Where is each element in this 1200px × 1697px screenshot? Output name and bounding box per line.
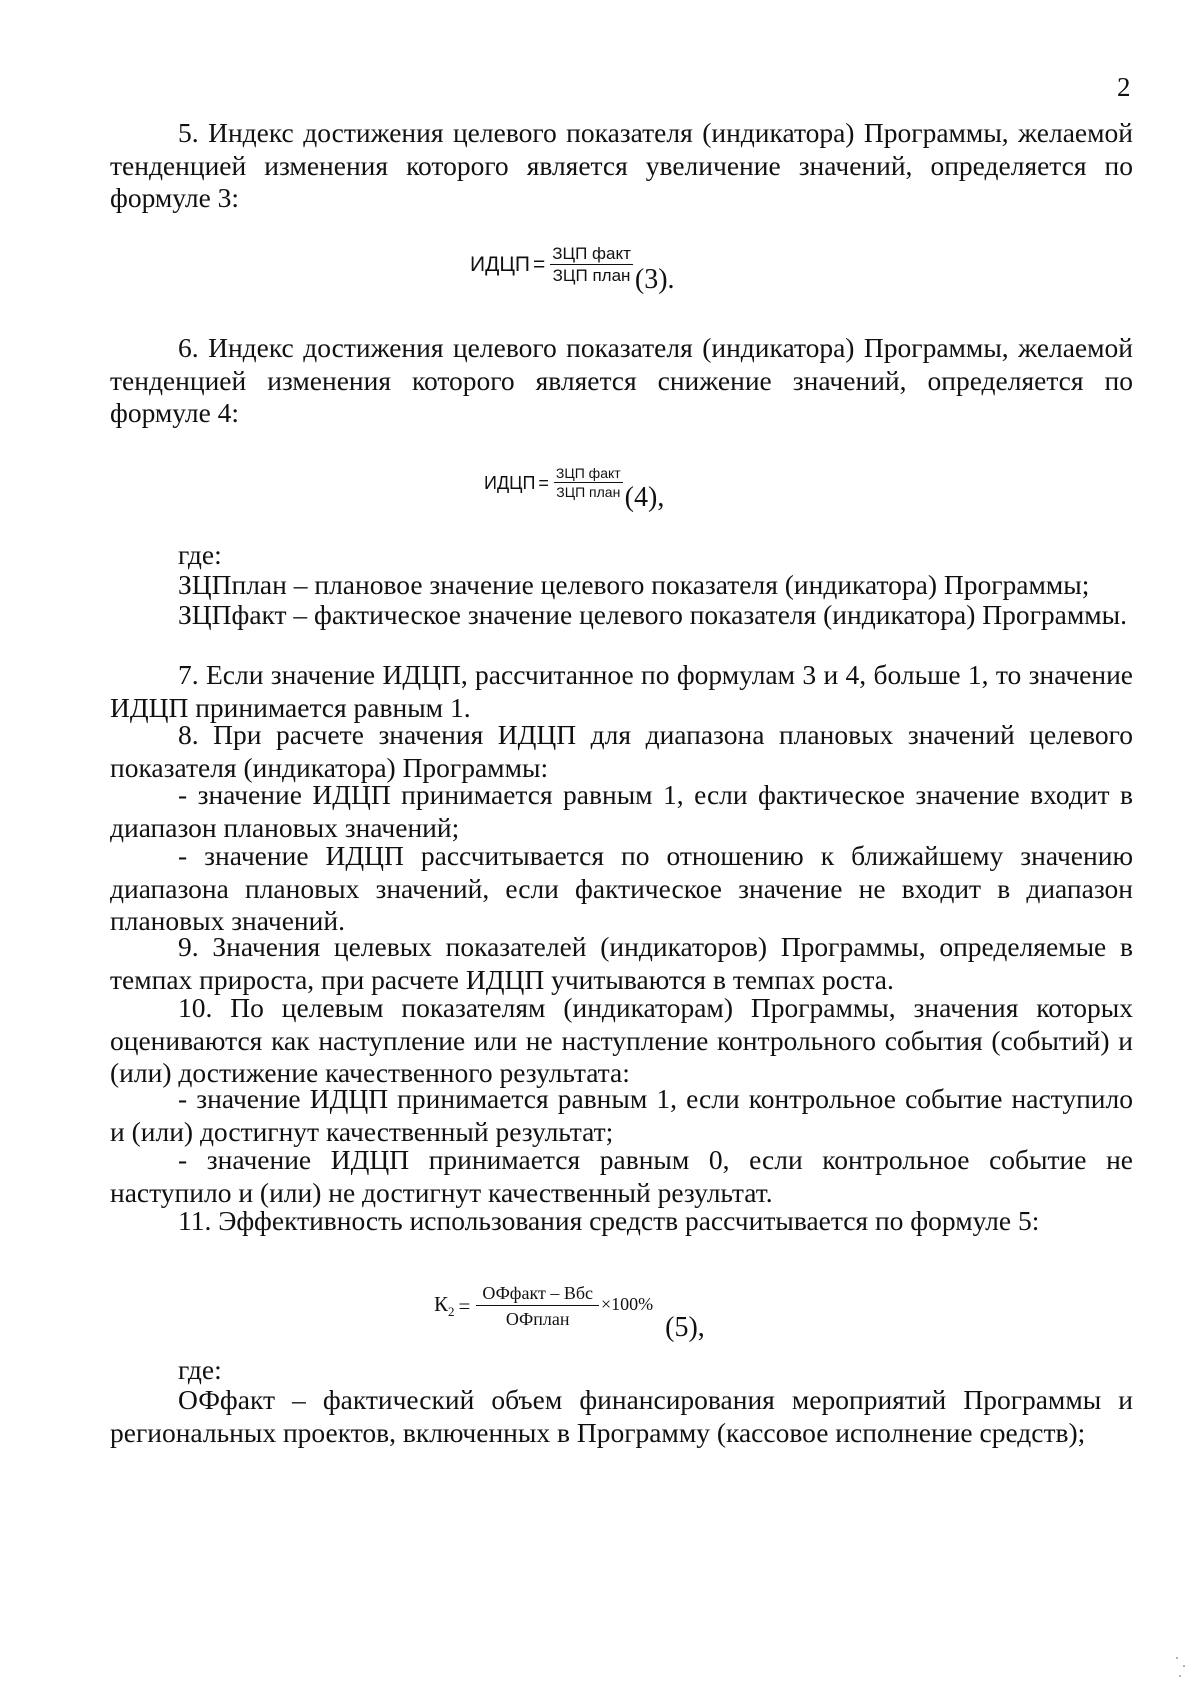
definition-zcp-fact: ЗЦПфакт – фактическое значение целевого показателя (индикатора) Программы. xyxy=(178,599,1128,630)
paragraph-5: 5. Индекс достижения целевого показателя (индикатора) Программы, желаемой тенденцией изменения которого является увеличение значений, определяется по формуле 3: xyxy=(110,117,1133,213)
paragraph-11: 11. Эффективность использования средств рассчитывается по формуле 5: xyxy=(178,1205,1040,1236)
paragraph-6: 6. Индекс достижения целевого показателя (индикатора) Программы, желаемой тенденцией изменения которого является снижение значений, определяется по формуле 4: xyxy=(110,332,1133,428)
formula-3-denominator: ЗЦП план xyxy=(552,266,631,285)
formula-4-tag: (4), xyxy=(624,482,665,513)
scan-speck xyxy=(1179,1675,1181,1677)
paragraph-8-item-a: - значение ИДЦП принимается равным 1, если фактическое значение входит в диапазон плановых значений; xyxy=(110,779,1133,843)
formula-5-lhs xyxy=(434,1292,455,1320)
formula-5-lhs-letter: К xyxy=(434,1291,449,1316)
formula-5 xyxy=(434,1268,705,1344)
formula-5-numerator: ОФфакт – Вбс xyxy=(476,1284,599,1306)
formula-3-fraction xyxy=(550,245,633,285)
paragraph-8: 8. При расчете значения ИДЦП для диапазона плановых значений целевого показателя (индикатора) Программы: xyxy=(110,719,1133,783)
where-label-1: где: xyxy=(178,539,222,570)
formula-4-fraction xyxy=(554,466,623,499)
paragraph-9: 9. Значения целевых показателей (индикаторов) Программы, определяемые в темпах прироста, при расчете ИДЦП учитываются в темпах роста. xyxy=(110,931,1133,995)
formula-5-denominator: ОФплан xyxy=(505,1308,570,1329)
paragraph-10: 10. По целевым показателям (индикаторам) Программы, значения которых оцениваются как наступление или не наступление контрольного события (событий) и (или) достижение качественного результата: xyxy=(110,992,1133,1088)
formula-3-equals: = xyxy=(532,253,546,276)
formula-3-numerator: ЗЦП факт xyxy=(552,244,631,264)
formula-3-tag: (3). xyxy=(634,264,675,295)
formula-4-equals: = xyxy=(538,472,549,493)
formula-4-denominator: ЗЦП план xyxy=(556,484,621,500)
definition-zcp-plan: ЗЦПплан – плановое значение целевого показателя (индикатора) Программы; xyxy=(178,569,1090,600)
formula-5-tag: (5), xyxy=(665,1312,705,1343)
formula-4-numerator: ЗЦП факт xyxy=(555,465,621,482)
paragraph-10-item-a: - значение ИДЦП принимается равным 1, если контрольное событие наступило и (или) достигнут качественный результат; xyxy=(110,1083,1133,1147)
scan-speck xyxy=(1183,1665,1185,1667)
paragraph-7: 7. Если значение ИДЦП, рассчитанное по формулам 3 и 4, больше 1, то значение ИДЦП принимается равным 1. xyxy=(110,659,1133,723)
page-number: 2 xyxy=(1117,72,1131,102)
scan-speck xyxy=(1176,1657,1178,1659)
formula-5-lhs-subscript: 2 xyxy=(448,1304,455,1320)
formula-5-multiplier: ×100% xyxy=(600,1293,654,1314)
definition-of-fact: ОФфакт – фактический объем финансирования мероприятий Программы и региональных проектов, включенных в Программу (кассовое исполнение средств); xyxy=(110,1384,1133,1448)
formula-5-equals: = xyxy=(458,1293,471,1318)
where-label-2: где: xyxy=(178,1354,222,1385)
paragraph-10-item-b: - значение ИДЦП принимается равным 0, если контрольное событие не наступило и (или) не достигнут качественный результат. xyxy=(110,1144,1133,1208)
formula-3-lhs: ИДЦП xyxy=(470,253,530,276)
formula-4 xyxy=(484,452,664,514)
formula-3 xyxy=(470,234,675,296)
formula-4-lhs: ИДЦП xyxy=(484,472,536,493)
formula-5-fraction xyxy=(476,1284,599,1329)
paragraph-8-item-b: - значение ИДЦП рассчитывается по отношению к ближайшему значению диапазона плановых значений, если фактическое значение не входит в диапазон плановых значений. xyxy=(110,840,1133,936)
